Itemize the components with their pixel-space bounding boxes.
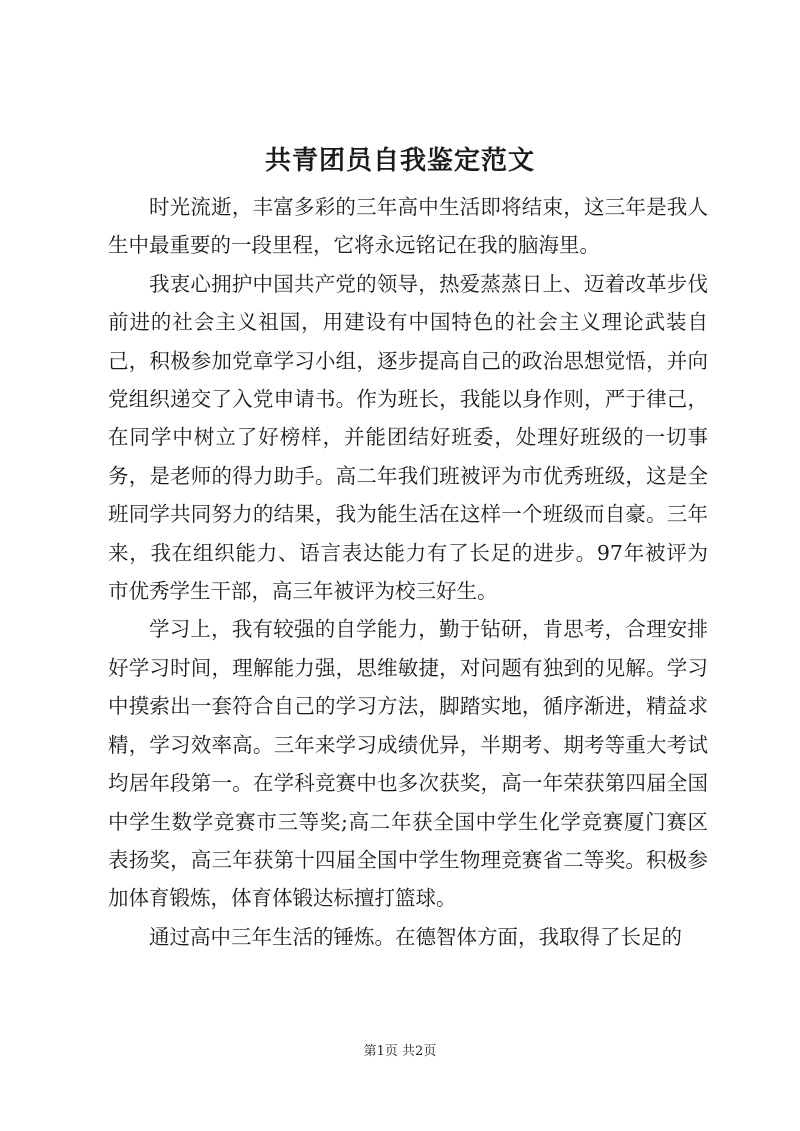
document-title: 共青团员自我鉴定范文 (264, 146, 535, 176)
paragraph-2: 我衷心拥护中国共产党的领导，热爱蒸蒸日上、迈着改革步伐前进的社会主义祖国，用建设有中国特色的社会主义理论武装自己，积极参加党章学习小组，逐步提高自己的政治思想觉悟，并向党组织递交了入党申请书。作为班长，我能以身作则，严于律己，在同学中树立了好榜样，并能团结好班委，处理好班级的一切事务，是老师的得力助手。高二年我们班被评为市优秀班级，这是全班同学共同努力的结果，我为能生活在这样一个班级而自豪。三年来，我在组织能力、语言表达能力有了长足的进步。97年被评为市优秀学生干部，高三年被评为校三好生。 (108, 271, 708, 604)
page-footer: 第1页 共2页 (363, 1044, 437, 1059)
paragraph-3: 学习上，我有较强的自学能力，勤于钻研，肯思考，合理安排好学习时间，理解能力强，思维敏捷，对问题有独到的见解。学习中摸索出一套符合自己的学习方法，脚踏实地，循序渐进，精益求精，学习效率高。三年来学习成绩优异，半期考、期考等重大考试均居年段第一。在学科竞赛中也多次获奖，高一年荣获第四届全国中学生数学竞赛市三等奖;高二年获全国中学生化学竞赛厦门赛区表扬奖，高三年获第十四届全国中学生物理竞赛省二等奖。积极参加体育锻炼，体育体锻达标擅打篮球。 (108, 617, 708, 911)
document-body (108, 188, 708, 956)
paragraph-4: 通过高中三年生活的锤炼。在德智体方面，我取得了长足的 (149, 924, 682, 949)
paragraph-1: 时光流逝，丰富多彩的三年高中生活即将结束，这三年是我人生中最重要的一段里程，它将永远铭记在我的脑海里。 (108, 195, 708, 258)
